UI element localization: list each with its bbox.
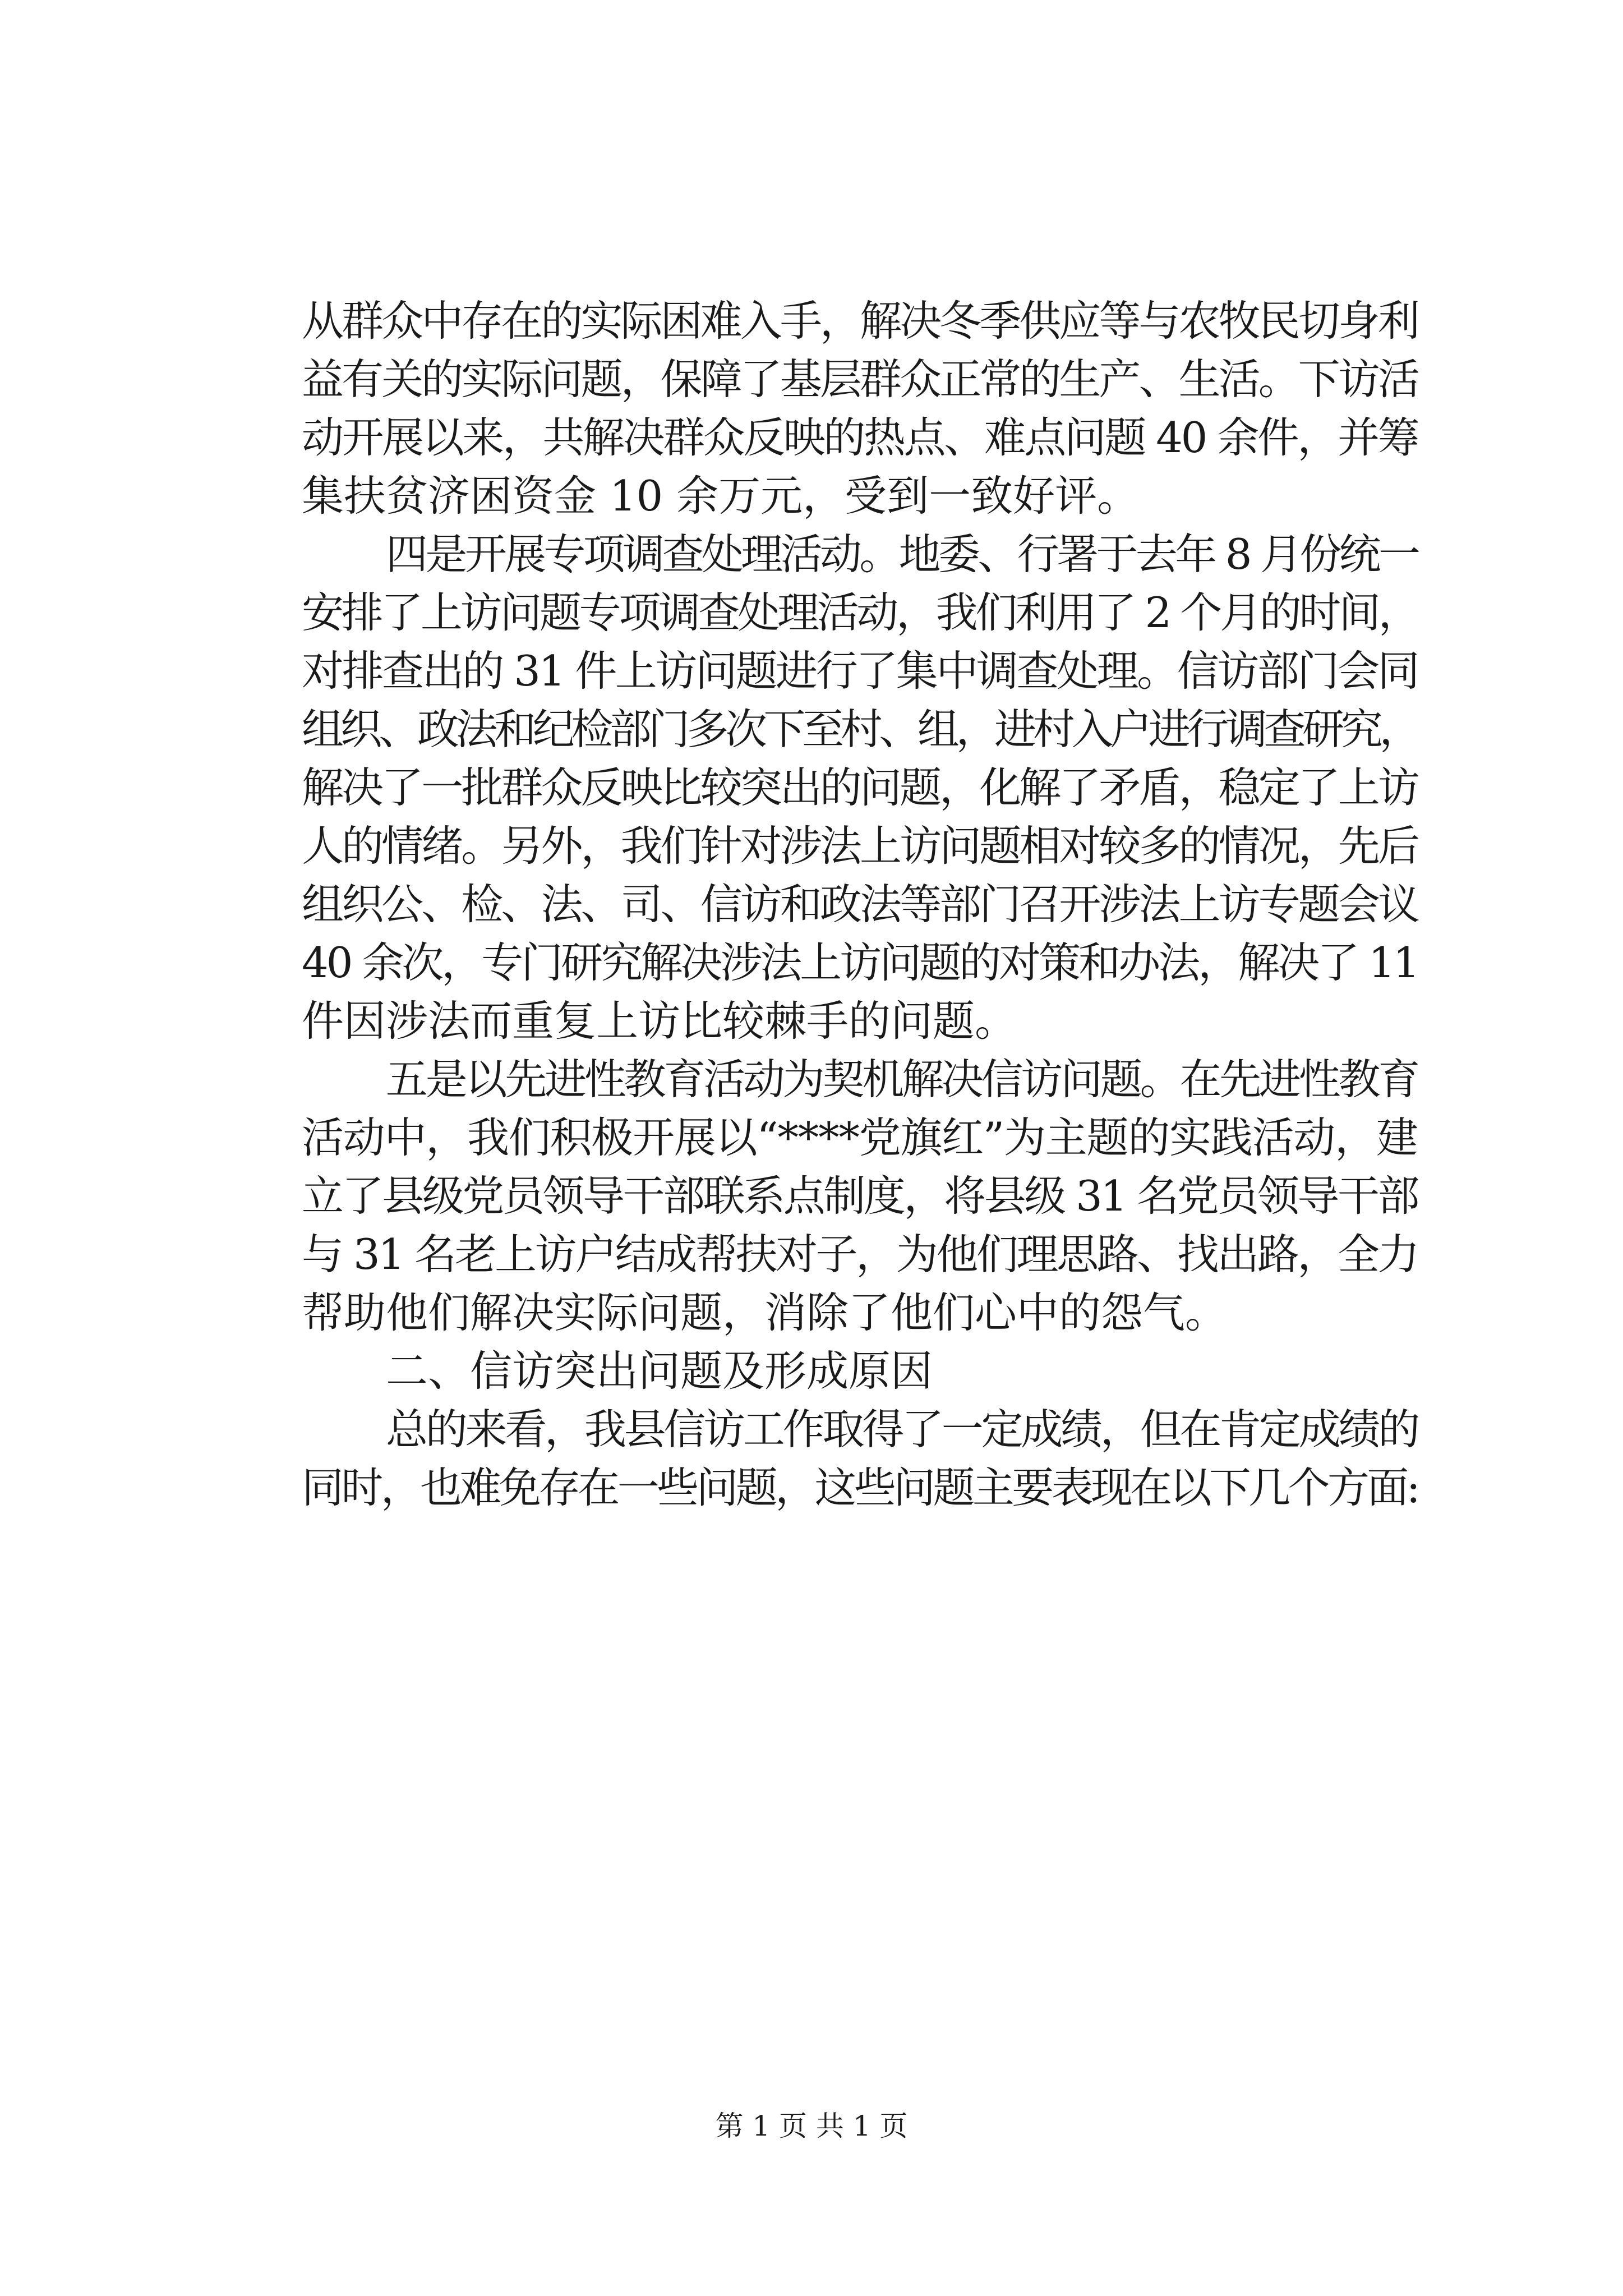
text-line: 安排了上访问题专项调查处理活动，我们利用了 2 个月的时间， (302, 588, 1418, 637)
text-line: 人的情绪。另外，我们针对涉法上访问题相对较多的情况，先后 (302, 821, 1418, 871)
text-line: 动开展以来，共解决群众反映的热点、难点问题 40 余件，并筹 (302, 413, 1418, 462)
text-line: 对排查出的 31 件上访问题进行了集中调查处理。信访部门会同 (302, 646, 1418, 696)
text-line: 总的来看，我县信访工作取得了一定成绩，但在肯定成绩的 (386, 1405, 1418, 1454)
text-line: 组织、政法和纪检部门多次下至村、组，进村入户进行调查研究， (302, 705, 1418, 754)
text-line: 与 31 名老上访户结成帮扶对子，为他们理思路、找出路，全力 (302, 1230, 1418, 1279)
text-line: 解决了一批群众反映比较突出的问题，化解了矛盾，稳定了上访 (302, 763, 1418, 812)
text-line: 从群众中存在的实际困难入手，解决冬季供应等与农牧民切身利 (302, 296, 1418, 346)
text-line: 立了县级党员领导干部联系点制度，将县级 31 名党员领导干部 (302, 1171, 1418, 1221)
text-line: 活动中，我们积极开展以“****党旗红”为主题的实践活动，建 (302, 1113, 1418, 1162)
text-line: 集扶贫济困资金 10 余万元，受到一致好评。 (302, 471, 1140, 521)
text-line: 益有关的实际问题，保障了基层群众正常的生产、生活。下访活 (302, 355, 1418, 404)
document-body (302, 292, 1418, 1517)
text-line: 二、信访突出问题及形成原因 (386, 1346, 933, 1396)
text-line: 四是开展专项调查处理活动。地委、行署于去年 8 月份统一 (386, 530, 1418, 579)
text-line: 帮助他们解决实际问题，消除了他们心中的怨气。 (302, 1288, 1228, 1337)
text-line: 件因涉法而重复上访比较棘手的问题。 (302, 996, 1017, 1046)
text-line: 组织公、检、法、司、信访和政法等部门召开涉法上访专题会议 (302, 880, 1418, 929)
text-line: 40 余次，专门研究解决涉法上访问题的对策和办法，解决了 11 (302, 938, 1418, 987)
page-footer: 第 1 页 共 1 页 (715, 2110, 908, 2142)
text-line: 五是以先进性教育活动为契机解决信访问题。在先进性教育 (386, 1055, 1418, 1104)
text-line: 同时，也难免存在一些问题，这些问题主要表现在以下几个方面: (302, 1463, 1418, 1512)
